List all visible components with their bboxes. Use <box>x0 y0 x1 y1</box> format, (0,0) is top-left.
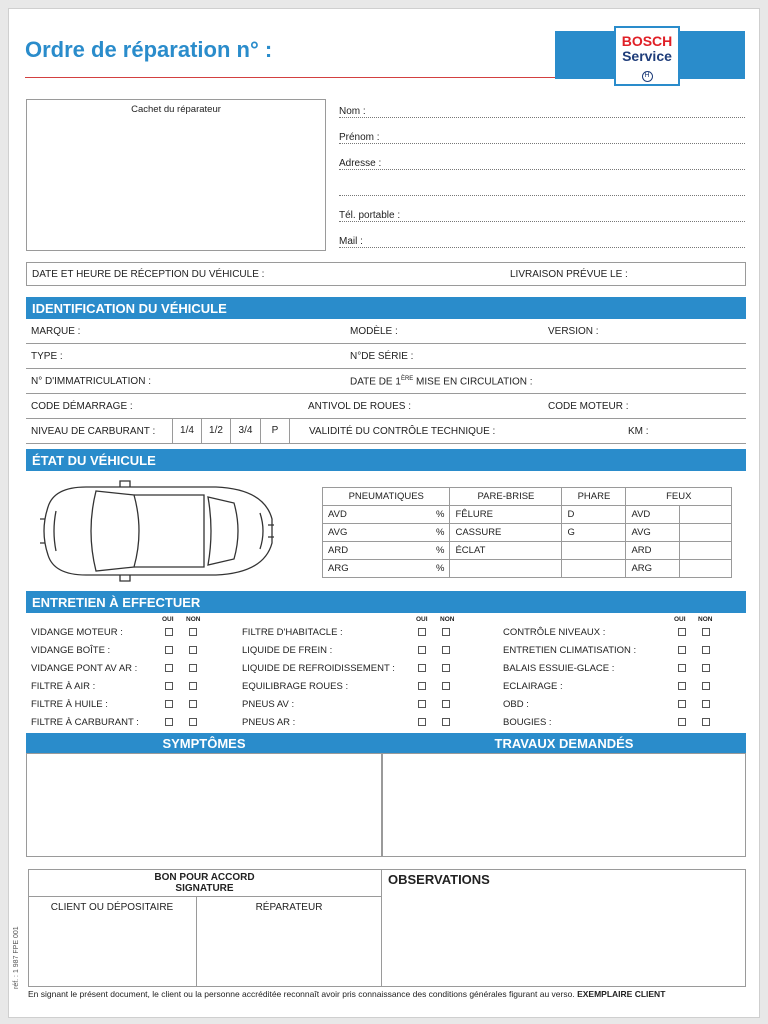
non-label: NON <box>440 616 455 623</box>
non-label: NON <box>698 616 713 623</box>
mail-field[interactable]: Mail : <box>339 234 745 260</box>
maintenance-item[interactable]: PNEUS AV : <box>242 697 462 715</box>
checkbox-non[interactable] <box>702 682 710 690</box>
marque-label: MARQUE : <box>31 326 81 337</box>
col-feux: FEUX <box>626 488 732 506</box>
maintenance-item[interactable]: FILTRE À CARBURANT : <box>31 715 231 733</box>
checkbox-non[interactable] <box>189 718 197 726</box>
checkbox-oui[interactable] <box>418 664 426 672</box>
checkbox-oui[interactable] <box>165 628 173 636</box>
fuel-level-full[interactable]: P <box>260 419 290 443</box>
oui-label: OUI <box>162 616 174 623</box>
checkbox-non[interactable] <box>442 700 450 708</box>
maintenance-item[interactable]: FILTRE À AIR : <box>31 679 231 697</box>
etat-heading: ÉTAT DU VÉHICULE <box>26 449 746 471</box>
checkbox-oui[interactable] <box>418 646 426 654</box>
travaux-area[interactable] <box>382 753 746 857</box>
vehicle-state-header <box>323 488 732 506</box>
type-label: TYPE : <box>31 351 63 362</box>
page-title: Ordre de réparation n° : <box>25 37 273 62</box>
client-signature-box[interactable] <box>28 897 197 987</box>
checkbox-non[interactable] <box>189 664 197 672</box>
non-label: NON <box>186 616 201 623</box>
checkbox-oui[interactable] <box>418 718 426 726</box>
checkbox-non[interactable] <box>702 718 710 726</box>
controle-technique-label: VALIDITÉ DU CONTRÔLE TECHNIQUE : <box>309 426 496 437</box>
repairer-signature-box[interactable] <box>197 897 382 987</box>
phone-field[interactable]: Tél. portable : <box>339 208 745 234</box>
oui-label: OUI <box>416 616 428 623</box>
bosch-service-logo <box>614 26 680 86</box>
checkbox-oui[interactable] <box>678 646 686 654</box>
vehicle-state-row[interactable]: AVG % CASSURE G AVG <box>323 524 732 542</box>
name-field[interactable]: Nom : <box>339 104 745 130</box>
maintenance-item[interactable]: OBD : <box>503 697 723 715</box>
logo-brand-text: BOSCH <box>621 33 673 49</box>
checkbox-non[interactable] <box>442 628 450 636</box>
reference-code-holder <box>13 926 25 999</box>
agreement-title <box>28 869 382 897</box>
maintenance-column-3 <box>503 625 723 733</box>
repairer-signature-label: RÉPARATEUR <box>255 902 323 913</box>
reception-date-label: DATE ET HEURE DE RÉCEPTION DU VÉHICULE : <box>32 269 265 280</box>
observations-area[interactable] <box>382 869 746 987</box>
symptomes-area[interactable] <box>26 753 382 857</box>
fuel-level-quarter[interactable]: 1/4 <box>172 419 201 443</box>
checkbox-oui[interactable] <box>418 628 426 636</box>
maintenance-item[interactable]: VIDANGE MOTEUR : <box>31 625 231 643</box>
checkbox-oui[interactable] <box>678 628 686 636</box>
identification-row-1[interactable] <box>26 319 746 344</box>
checkbox-non[interactable] <box>189 628 197 636</box>
delivery-date-label: LIVRAISON PRÉVUE LE : <box>510 269 628 280</box>
antivol-label: ANTIVOL DE ROUES : <box>308 401 411 412</box>
identification-row-4[interactable] <box>26 394 746 419</box>
identification-row-2[interactable] <box>26 344 746 369</box>
legal-notice <box>28 989 665 999</box>
customer-fields <box>339 104 745 260</box>
agreement-title-line2: SIGNATURE <box>175 883 234 894</box>
maintenance-item[interactable]: FILTRE À HUILE : <box>31 697 231 715</box>
checkbox-oui[interactable] <box>165 646 173 654</box>
identification-row-5[interactable] <box>26 419 746 444</box>
fuel-level-half[interactable]: 1/2 <box>201 419 230 443</box>
copy-label: EXEMPLAIRE CLIENT <box>577 989 666 999</box>
col-pneumatiques: PNEUMATIQUES <box>323 488 450 506</box>
serie-label: N°DE SÉRIE : <box>350 351 414 362</box>
address-field[interactable]: Adresse : <box>339 156 745 182</box>
first-registration-label: DATE DE 1ÈRE MISE EN CIRCULATION : <box>350 376 533 388</box>
checkbox-oui[interactable] <box>678 718 686 726</box>
vehicle-state-row[interactable]: ARG % ARG <box>323 560 732 578</box>
stamp-label: Cachet du réparateur <box>131 104 221 115</box>
entretien-heading: ENTRETIEN À EFFECTUER <box>26 591 746 613</box>
maintenance-item[interactable]: VIDANGE BOÎTE : <box>31 643 231 661</box>
maintenance-item[interactable]: BOUGIES : <box>503 715 723 733</box>
maintenance-item[interactable]: VIDANGE PONT AV AR : <box>31 661 231 679</box>
checkbox-oui[interactable] <box>678 664 686 672</box>
checkbox-oui[interactable] <box>418 682 426 690</box>
address-line2-field[interactable] <box>339 182 745 208</box>
symptomes-heading: SYMPTÔMES <box>162 736 246 751</box>
fuel-level-three-quarter[interactable]: 3/4 <box>230 419 260 443</box>
checkbox-oui[interactable] <box>678 682 686 690</box>
vehicle-state-row[interactable]: AVD % FÊLURE D AVD <box>323 506 732 524</box>
logo-service-text: Service <box>622 48 672 64</box>
checkbox-non[interactable] <box>442 664 450 672</box>
vehicle-state-table <box>322 487 732 578</box>
maintenance-item[interactable]: FILTRE D'HABITACLE : <box>242 625 462 643</box>
repair-order-form <box>8 8 760 1018</box>
maintenance-item[interactable]: ECLAIRAGE : <box>503 679 723 697</box>
checkbox-oui[interactable] <box>678 700 686 708</box>
maintenance-item[interactable]: CONTRÔLE NIVEAUX : <box>503 625 723 643</box>
oui-label: OUI <box>674 616 686 623</box>
checkbox-non[interactable] <box>702 628 710 636</box>
maintenance-item[interactable]: LIQUIDE DE FREIN : <box>242 643 462 661</box>
identification-heading: IDENTIFICATION DU VÉHICULE <box>26 297 746 319</box>
maintenance-item[interactable]: PNEUS AR : <box>242 715 462 733</box>
client-signature-label: CLIENT OU DÉPOSITAIRE <box>50 902 174 913</box>
code-demarrage-label: CODE DÉMARRAGE : <box>31 401 133 412</box>
reference-code: réf. : 1 987 FPE 001 <box>13 926 20 989</box>
maintenance-item[interactable]: EQUILIBRAGE ROUES : <box>242 679 462 697</box>
identification-row-3[interactable] <box>26 369 746 394</box>
checkbox-non[interactable] <box>442 682 450 690</box>
modele-label: MODÈLE : <box>350 326 398 337</box>
maintenance-item[interactable]: LIQUIDE DE REFROIDISSEMENT : <box>242 661 462 679</box>
code-moteur-label: CODE MOTEUR : <box>548 401 629 412</box>
km-label: KM : <box>628 426 649 437</box>
legal-notice-text: En signant le présent document, le client ou la personne accréditée reconnaît avoir pris connaissance des conditions générales figurant au verso. <box>28 989 575 999</box>
maintenance-column-2 <box>242 625 462 733</box>
maintenance-item[interactable]: ENTRETIEN CLIMATISATION : <box>503 643 723 661</box>
maintenance-item[interactable]: BALAIS ESSUIE-GLACE : <box>503 661 723 679</box>
agreement-title-line1: BON POUR ACCORD <box>154 872 255 883</box>
checkbox-oui[interactable] <box>418 700 426 708</box>
checkbox-oui[interactable] <box>165 682 173 690</box>
checkbox-non[interactable] <box>702 664 710 672</box>
checkbox-non[interactable] <box>702 700 710 708</box>
reception-row[interactable] <box>26 262 746 286</box>
maintenance-column-1 <box>31 625 231 733</box>
checkbox-non[interactable] <box>189 682 197 690</box>
observations-heading: OBSERVATIONS <box>388 872 490 887</box>
checkbox-non[interactable] <box>442 646 450 654</box>
version-label: VERSION : <box>548 326 599 337</box>
car-outline-diagram[interactable] <box>36 479 276 583</box>
col-pare-brise: PARE-BRISE <box>450 488 562 506</box>
checkbox-oui[interactable] <box>165 718 173 726</box>
checkbox-non[interactable] <box>442 718 450 726</box>
immatriculation-label: N° D'IMMATRICULATION : <box>31 376 151 387</box>
carburant-label: NIVEAU DE CARBURANT : <box>31 426 156 437</box>
checkbox-non[interactable] <box>702 646 710 654</box>
checkbox-oui[interactable] <box>165 700 173 708</box>
vehicle-state-row[interactable]: ARD % ÉCLAT ARD <box>323 542 732 560</box>
checkbox-non[interactable] <box>189 700 197 708</box>
firstname-field[interactable]: Prénom : <box>339 130 745 156</box>
travaux-heading: TRAVAUX DEMANDÉS <box>494 736 634 751</box>
col-phare: PHARE <box>562 488 626 506</box>
logo-mark-icon: H <box>642 71 653 82</box>
checkbox-oui[interactable] <box>165 664 173 672</box>
checkbox-non[interactable] <box>189 646 197 654</box>
stamp-box[interactable] <box>26 99 326 251</box>
symptoms-work-header <box>26 733 746 753</box>
